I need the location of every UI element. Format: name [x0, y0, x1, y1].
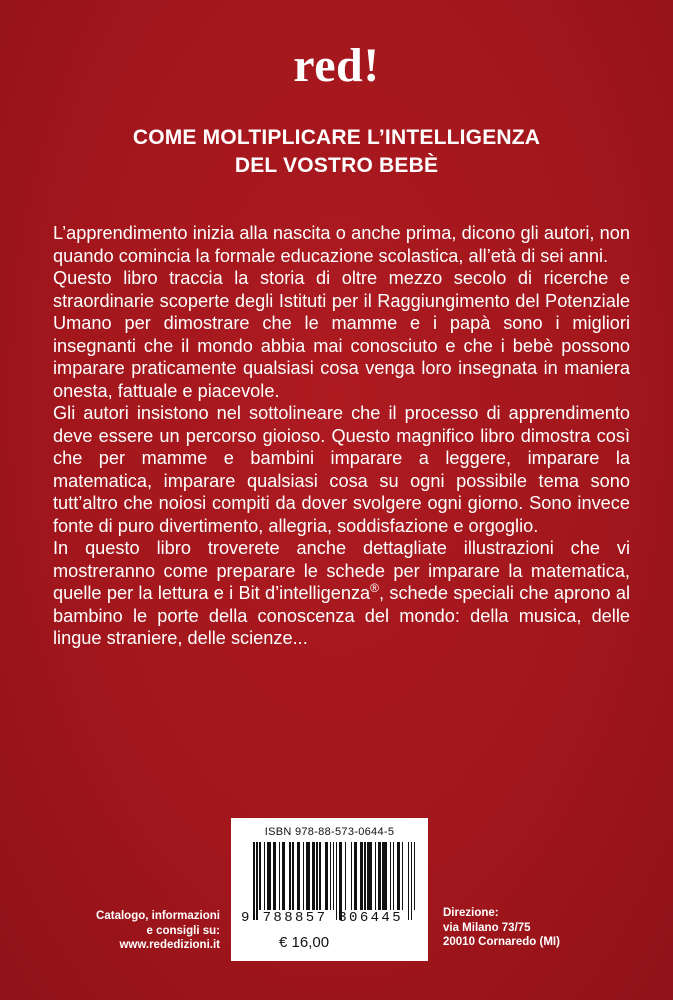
blurb-paragraph-2: Questo libro traccia la storia di oltre mezzo secolo di ricerche e straordinarie scoperte degli Istituti per il Raggiungimento del Potenziale Umano per dimostrare che le mamme e i papà sono i migliori insegnanti che il mondo abbia mai conosciuto e che i bebè possono imparare praticamente qualsiasi cosa venga loro insegnata in maniera onesta, fattuale e piacevole. — [53, 268, 630, 401]
book-title-line-2: DEL VOSTRO BEBÈ — [234, 154, 439, 177]
address-line-3: 20010 Cornaredo (MI) — [443, 936, 560, 948]
blurb-paragraph-1: L’apprendimento inizia alla nascita o anche prima, dicono gli autori, non quando comincia la formale educazione scolastica, all’età di sei anni. — [53, 223, 630, 266]
publisher-logo: red! — [293, 39, 380, 92]
blurb-paragraph-4-end: , schede speciali che aprono al bambino le porte della conoscenza del mondo: della musica, delle lingue straniere, delle scienze... — [53, 583, 630, 648]
publisher-address — [443, 906, 643, 950]
publisher-contact — [80, 909, 220, 953]
registered-mark: ® — [370, 580, 380, 595]
contact-line-1: Catalogo, informazioni — [96, 910, 220, 922]
price: € 16,00 — [279, 934, 330, 951]
book-title-line-1: COME MOLTIPLICARE L’INTELLIGENZA — [132, 126, 541, 149]
ean-digits: 9 788857 306445 — [241, 910, 404, 926]
contact-website: www.rededizioni.it — [119, 939, 220, 951]
contact-line-2: e consigli su: — [146, 924, 220, 937]
barcode-bar — [414, 842, 416, 910]
blurb-paragraph-4 — [53, 537, 630, 650]
isbn-text: ISBN 978-88-573-0644-5 — [264, 826, 395, 838]
barcode-label — [231, 818, 428, 961]
address-line-1: Direzione: — [443, 907, 499, 919]
address-line-2: via Milano 73/75 — [443, 921, 531, 934]
book-title — [0, 124, 673, 180]
blurb-paragraph-4-text: In questo libro troverete anche dettagliate illustrazioni che vi mostreranno come preparare le schede per imparare la matematica, quelle per la lettura e i Bit d’intelligenza — [53, 538, 630, 603]
blurb-paragraph-3: Gli autori insistono nel sottolineare che il processo di apprendimento deve essere un percorso gioioso. Questo magnifico libro dimostra così che per mamme e bambini imparare a leggere, imparare la matematica, imparare qualsiasi cosa su ogni possibile tema sono tutt’altro che noiosi compiti da dover svolgere ogni giorno. Sono invece fonte di puro divertimento, allegria, soddisfazione e orgoglio. — [53, 403, 630, 536]
blurb-text — [53, 222, 630, 650]
